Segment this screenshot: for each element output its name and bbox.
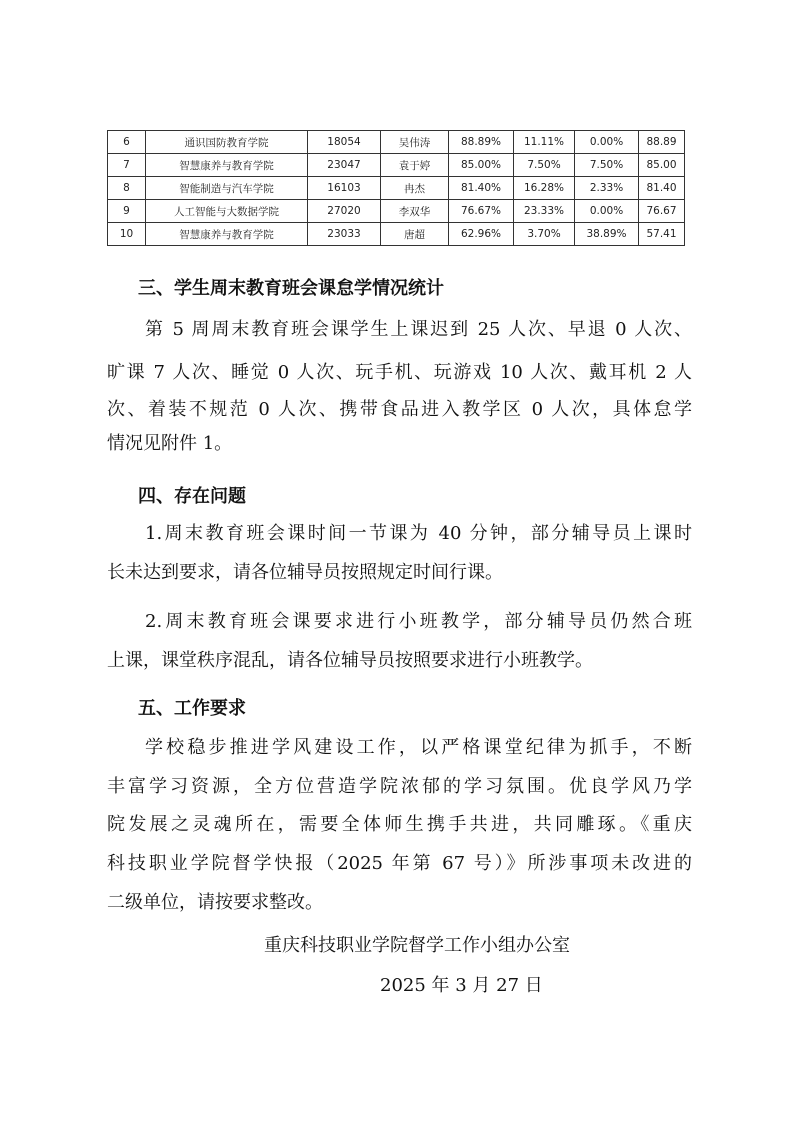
table-cell: 智能制造与汽车学院 [146,177,308,200]
section-5-line: 二级单位，请按要求整改。 [107,892,323,913]
table-cell: 62.96% [449,223,514,246]
table-cell: 57.41 [639,223,685,246]
table-cell: 18054 [308,131,381,154]
table-cell: 李双华 [381,200,449,223]
section-5-line: 院发展之灵魂所在，需要全体师生携手共进，共同雕琢。《重庆 [107,814,692,835]
section-5-line: 丰富学习资源，全方位营造学院浓郁的学习氛围。优良学风乃学 [107,776,692,797]
table-cell: 2.33% [575,177,639,200]
table-cell: 85.00 [639,154,685,177]
section-3-line: 旷课 7 人次、睡觉 0 人次、玩手机、玩游戏 10 人次、戴耳机 2 人 [107,362,692,383]
stats-table [107,130,685,246]
table-cell: 9 [108,200,146,223]
section-3-heading: 三、学生周末教育班会课怠学情况统计 [138,278,444,299]
table-cell: 7.50% [575,154,639,177]
table-cell: 10 [108,223,146,246]
signature-date: 2025 年 3 月 27 日 [380,975,543,996]
table-cell: 76.67 [639,200,685,223]
table-cell: 81.40 [639,177,685,200]
section-5-line: 学校稳步推进学风建设工作，以严格课堂纪律为抓手，不断 [145,737,692,758]
signature-org: 重庆科技职业学院督学工作小组办公室 [264,935,570,956]
table-row [108,131,685,154]
section-3-line: 情况见附件 1。 [107,433,233,454]
section-5-line: 科技职业学院督学快报（2025 年第 67 号）》所涉事项未改进的 [107,853,692,874]
table-row [108,154,685,177]
table-cell: 23033 [308,223,381,246]
table-cell: 7 [108,154,146,177]
table-cell: 23.33% [514,200,575,223]
problem-2-line: 2.周末教育班会课要求进行小班教学，部分辅导员仍然合班 [145,611,692,632]
table-row [108,200,685,223]
table-cell: 88.89 [639,131,685,154]
table-cell: 通识国防教育学院 [146,131,308,154]
table-cell: 智慧康养与教育学院 [146,223,308,246]
section-4-heading: 四、存在问题 [138,486,246,507]
table-cell: 16103 [308,177,381,200]
table-cell: 81.40% [449,177,514,200]
table-cell: 27020 [308,200,381,223]
table-cell: 23047 [308,154,381,177]
table-cell: 智慧康养与教育学院 [146,154,308,177]
problem-2-line: 上课，课堂秩序混乱，请各位辅导员按照要求进行小班教学。 [107,650,593,671]
table-cell: 0.00% [575,131,639,154]
table-cell: 7.50% [514,154,575,177]
table-cell: 冉杰 [381,177,449,200]
section-5-heading: 五、工作要求 [138,698,246,719]
table-row [108,223,685,246]
table-row [108,177,685,200]
table-cell: 袁于婷 [381,154,449,177]
table-cell: 吴伟涛 [381,131,449,154]
table-cell: 38.89% [575,223,639,246]
table-cell: 人工智能与大数据学院 [146,200,308,223]
section-3-line: 第 5 周周末教育班会课学生上课迟到 25 人次、早退 0 人次、 [145,319,692,340]
table-cell: 0.00% [575,200,639,223]
problem-1-line: 长未达到要求，请各位辅导员按照规定时间行课。 [107,562,503,583]
table-cell: 85.00% [449,154,514,177]
table-cell: 16.28% [514,177,575,200]
table-cell: 88.89% [449,131,514,154]
table-cell: 8 [108,177,146,200]
table-cell: 11.11% [514,131,575,154]
table-cell: 6 [108,131,146,154]
table-cell: 76.67% [449,200,514,223]
table-cell: 唐超 [381,223,449,246]
problem-1-line: 1.周末教育班会课时间一节课为 40 分钟，部分辅导员上课时 [145,523,692,544]
section-3-line: 次、着装不规范 0 人次、携带食品进入教学区 0 人次，具体怠学 [107,399,692,420]
table-cell: 3.70% [514,223,575,246]
